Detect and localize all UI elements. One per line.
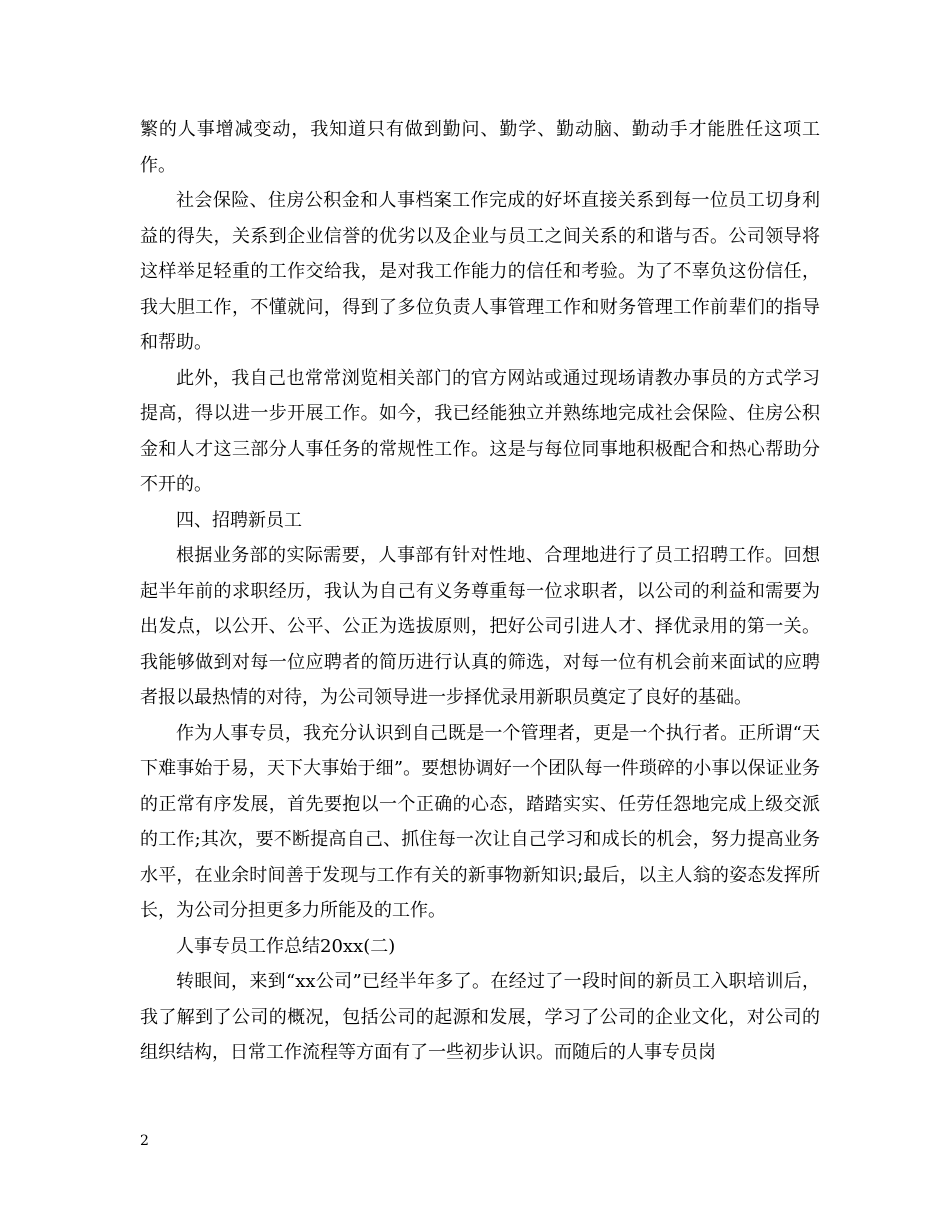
paragraph: 此外，我自己也常常浏览相关部门的官方网站或通过现场请教办事员的方式学习提高，得以进一步开展工作。如今，我已经能独立并熟练地完成社会保险、住房公积金和人才这三部分人事任务的常规性工作。这是与每位同事地积极配合和热心帮助分不开的。 <box>140 367 820 495</box>
section-heading: 四、招聘新员工 <box>176 509 302 531</box>
paragraph: 繁的人事增减变动，我知道只有做到勤问、勤学、勤动脑、勤动手才能胜任这项工作。 <box>140 119 820 176</box>
document-body <box>140 112 820 1071</box>
paragraph: 根据业务部的实际需要，人事部有针对性地、合理地进行了员工招聘工作。回想起半年前的求职经历，我认为自己有义务尊重每一位求职者，以公司的利益和需要为出发点，以公开、公平、公正为选拔原则，把好公司引进人才、择优录用的第一关。我能够做到对每一位应聘者的简历进行认真的筛选，对每一位有机会前来面试的应聘者报以最热情的对待，为公司领导进一步择优录用新职员奠定了良好的基础。 <box>140 545 820 708</box>
paragraph: 社会保险、住房公积金和人事档案工作完成的好坏直接关系到每一位员工切身利益的得失，关系到企业信誉的优劣以及企业与员工之间关系的和谐与否。公司领导将这样举足轻重的工作交给我，是对我工作能力的信任和考验。为了不辜负这份信任，我大胆工作，不懂就问，得到了多位负责人事管理工作和财务管理工作前辈们的指导和帮助。 <box>140 190 820 353</box>
paragraph: 作为人事专员，我充分认识到自己既是一个管理者，更是一个执行者。正所谓“天下难事始于易，天下大事始于细”。要想协调好一个团队每一件琐碎的小事以保证业务的正常有序发展，首先要抱以一个正确的心态，踏踏实实、任劳任怨地完成上级交派的工作;其次，要不断提高自己、抓住每一次让自己学习和成长的机会，努力提高业务水平，在业余时间善于发现与工作有关的新事物新知识;最后，以主人翁的姿态发挥所长，为公司分担更多力所能及的工作。 <box>140 722 820 921</box>
paragraph: 转眼间，来到“xx公司”已经半年多了。在经过了一段时间的新员工入职培训后，我了解到了公司的概况，包括公司的起源和发展，学习了公司的企业文化，对公司的组织结构，日常工作流程等方面有了一些初步认识。而随后的人事专员岗 <box>140 971 820 1063</box>
page-number: 2 <box>140 1133 149 1149</box>
section-title: 人事专员工作总结20xx(二) <box>176 935 396 957</box>
